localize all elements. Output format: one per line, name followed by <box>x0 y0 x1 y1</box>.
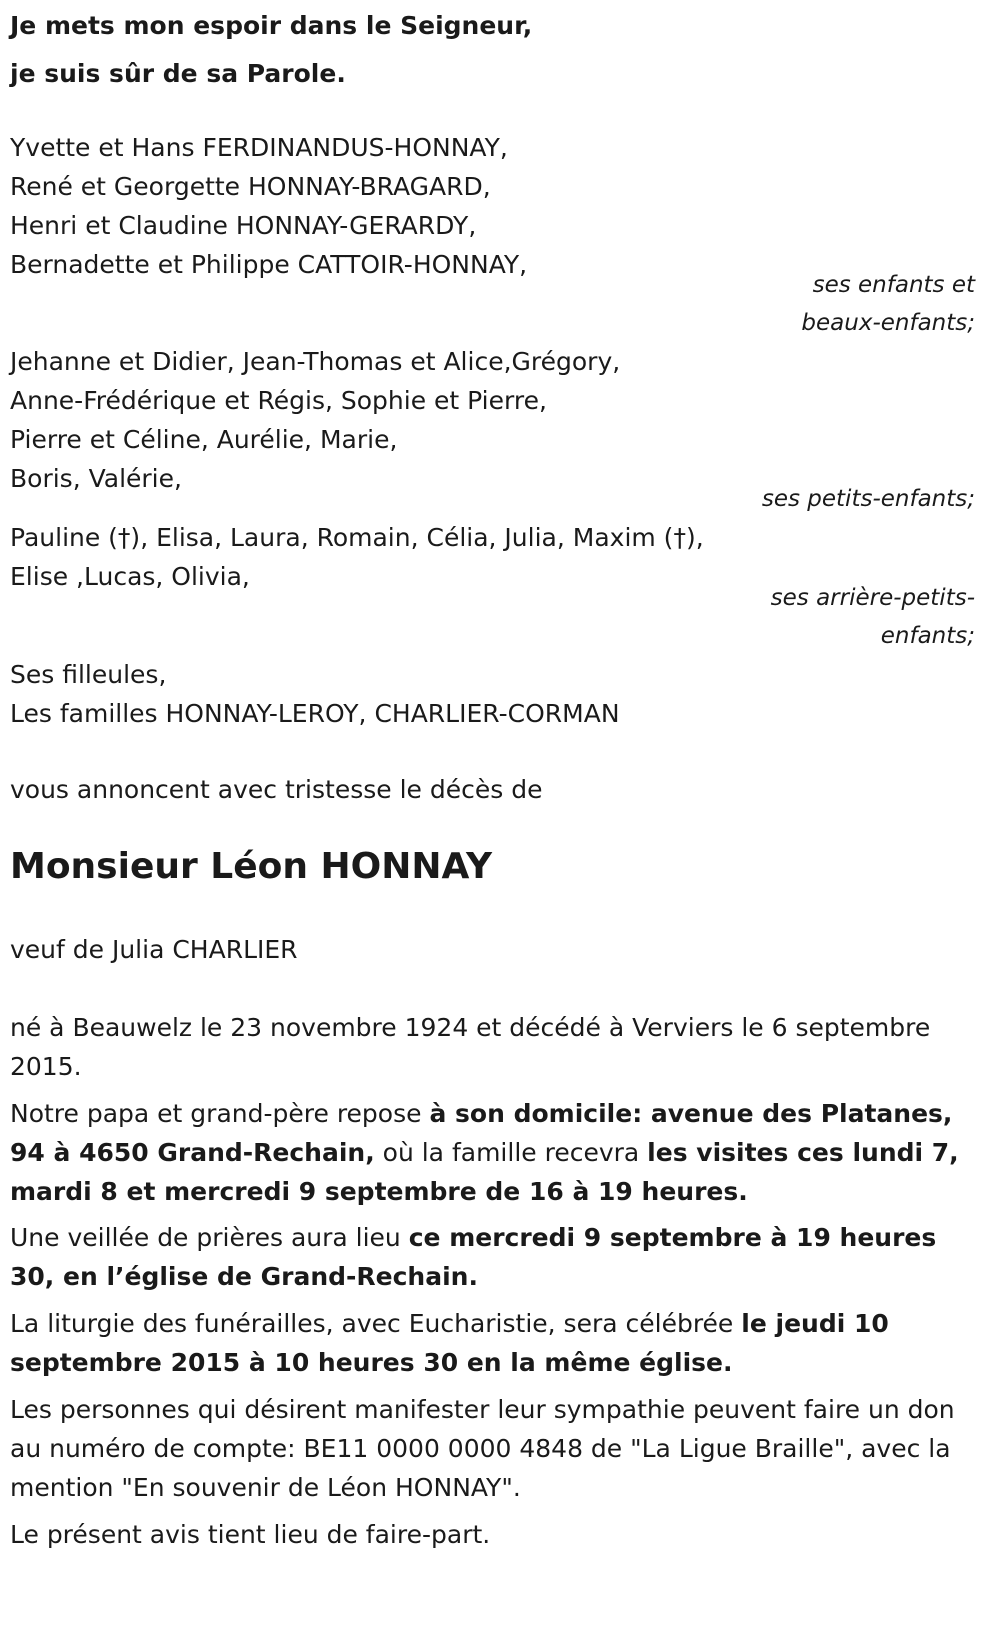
child-name: Bernadette et Philippe CATTOIR-HONNAY, <box>10 250 528 279</box>
birth-death-paragraph: né à Beauwelz le 23 novembre 1924 et décédé à Verviers le 6 septembre 2015. <box>10 1013 931 1081</box>
deceased-name: Monsieur Léon HONNAY <box>10 846 493 887</box>
grandchild-names: Pierre et Céline, Aurélie, Marie, <box>10 425 398 454</box>
donation-paragraph: Les personnes qui désirent manifester leur sympathie peuvent faire un don au numéro de compte: BE11 0000 0000 4848 de "La Ligue Braille", avec la mention "En souvenir de Léon HONNAY". <box>10 1395 955 1502</box>
funeral-details: le jeudi 10 septembre 2015 à 10 heures 30 en la même église. <box>10 1309 889 1377</box>
other-family <box>10 655 620 733</box>
vigil-paragraph: Une veillée de prières aura lieu ce mercredi 9 septembre à 19 heures 30, en l’église de Grand-Rechain. <box>10 1223 937 1291</box>
godchildren-line: Ses filleules, <box>10 660 167 689</box>
grandchild-names: Anne-Frédérique et Régis, Sophie et Pierre, <box>10 386 547 415</box>
families-line: Les familles HONNAY-LEROY, CHARLIER-CORMAN <box>10 699 620 728</box>
announcement: vous annoncent avec tristesse le décès de <box>10 775 543 804</box>
child-name: Henri et Claudine HONNAY-GERARDY, <box>10 211 477 240</box>
repose-paragraph: Notre papa et grand-père repose à son domicile: avenue des Platanes, 94 à 4650 Grand-Rechain, où la famille recevra les visites ces lundi 7, mardi 8 et mercredi 9 septembre de 16 à 19 heures. <box>10 1099 959 1206</box>
closing-line: Le présent avis tient lieu de faire-part. <box>10 1520 491 1549</box>
obituary-notice <box>10 0 990 1549</box>
child-name: Yvette et Hans FERDINANDUS-HONNAY, <box>10 133 508 162</box>
funeral-paragraph: La liturgie des funérailles, avec Eucharistie, sera célébrée le jeudi 10 septembre 2015 à 10 heures 30 en la même église. <box>10 1309 889 1377</box>
bible-verse <box>10 2 990 98</box>
child-name: René et Georgette HONNAY-BRAGARD, <box>10 172 491 201</box>
great-grandchild-names: Elise ,Lucas, Olivia, <box>10 562 250 591</box>
home-address: à son domicile: avenue des Platanes, 94 à 4650 Grand-Rechain, <box>10 1099 953 1167</box>
grandchildren-role: ses petits-enfants; <box>761 486 975 512</box>
widower-line: veuf de Julia CHARLIER <box>10 935 298 964</box>
grandchild-names: Boris, Valérie, <box>10 464 182 493</box>
great-grandchild-names: Pauline (†), Elisa, Laura, Romain, Célia, Julia, Maxim (†), <box>10 523 704 552</box>
visiting-hours: les visites ces lundi 7, mardi 8 et mercredi 9 septembre de 16 à 19 heures. <box>10 1138 959 1206</box>
verse-line-2: je suis sûr de sa Parole. <box>10 59 346 88</box>
children-role: ses enfants et beaux-enfants; <box>801 272 975 336</box>
verse-line-1: Je mets mon espoir dans le Seigneur, <box>10 11 533 40</box>
great-grandchildren-list <box>10 518 704 596</box>
children-list <box>10 128 527 284</box>
grandchild-names: Jehanne et Didier, Jean-Thomas et Alice,Grégory, <box>10 347 621 376</box>
vigil-details: ce mercredi 9 septembre à 19 heures 30, en l’église de Grand-Rechain. <box>10 1223 937 1291</box>
grandchildren-list <box>10 342 620 498</box>
great-grandchildren-role: ses arrière-petits- enfants; <box>770 585 975 649</box>
